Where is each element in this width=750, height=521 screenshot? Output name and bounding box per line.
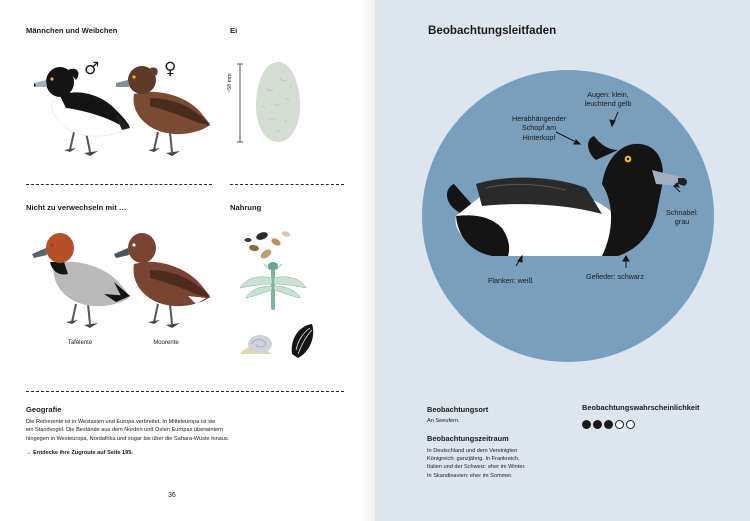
geography-line: hingegen in Westeuropa, Nordafrika und sogar bis über die Sahara-Wüste hinaus. bbox=[26, 435, 230, 442]
annotation-line: leuchtend gelb bbox=[584, 99, 632, 109]
food-illustration bbox=[236, 226, 326, 366]
annotation-schopf bbox=[505, 114, 573, 142]
annotation-line: Augen: klein, bbox=[587, 90, 629, 99]
annotation-line: grau bbox=[674, 217, 690, 227]
migration-route-link[interactable]: → Entdecke ihre Zugroute auf Seite 195. bbox=[26, 450, 133, 456]
gutter-shadow bbox=[360, 0, 375, 521]
divider-right-top bbox=[230, 184, 344, 185]
geography-line: ein Standvogel. Die Bestände aus dem Norden und Osten Europas überwintern bbox=[26, 427, 224, 434]
egg-illustration bbox=[230, 58, 300, 148]
probability-dot-empty bbox=[626, 420, 635, 429]
heading-egg: Ei bbox=[230, 26, 238, 35]
heading-confusion: Nicht zu verwechseln mit … bbox=[26, 203, 127, 212]
observation-period-line: Italien und der Schweiz: eher im Winter. bbox=[427, 464, 526, 471]
geography-line: Die Reiherente ist in Westasien und Europa verbreitet. In Mitteleuropa ist sie bbox=[26, 419, 216, 425]
heading-food: Nahrung bbox=[230, 203, 262, 212]
observation-period-text bbox=[427, 447, 577, 480]
observation-period-line: In Deutschland und dem Vereinigten bbox=[427, 448, 518, 454]
heading-probability: Beobachtungswahrscheinlichkeit bbox=[582, 403, 700, 412]
female-symbol-icon: ♀ bbox=[164, 59, 177, 79]
geography-text bbox=[26, 418, 346, 443]
observation-period-line: In Skandinavien: eher im Sommer. bbox=[427, 472, 513, 479]
heading-observation-period: Beobachtungszeitraum bbox=[427, 434, 509, 443]
moorente-caption: Moorente bbox=[153, 340, 179, 346]
annotation-schnabel bbox=[662, 208, 702, 227]
annotation-gefieder: Gefieder: schwarz bbox=[586, 272, 644, 281]
annotation-line: Herabhängender bbox=[512, 114, 566, 123]
divider-geography bbox=[26, 391, 344, 392]
annotation-line: Schopf am bbox=[521, 123, 557, 133]
heading-observation-place: Beobachtungsort bbox=[427, 405, 489, 414]
heading-geography: Geografie bbox=[26, 405, 62, 414]
probability-dot-filled bbox=[593, 420, 602, 429]
observation-period-line: Königreich: ganzjährig. In Frankreich, bbox=[427, 456, 520, 463]
divider-left-top bbox=[26, 184, 212, 185]
probability-dot-filled bbox=[604, 420, 613, 429]
page-title: Beobachtungsleitfaden bbox=[428, 24, 557, 37]
tafelente-caption: Tafelente bbox=[67, 340, 93, 346]
moorente-illustration bbox=[110, 232, 220, 332]
probability-rating bbox=[582, 420, 635, 429]
dragonfly-larva-icon bbox=[240, 262, 306, 310]
mussel-icon bbox=[292, 324, 314, 358]
probability-dot-empty bbox=[615, 420, 624, 429]
annotation-line: Hinterkopf bbox=[522, 132, 556, 142]
egg-size-label: ~58 mm bbox=[227, 73, 233, 93]
observation-place-text: An Seeufern. bbox=[427, 418, 460, 424]
seeds-icon bbox=[245, 231, 291, 261]
annotation-flanken: Flanken: weiß bbox=[488, 276, 533, 285]
annotation-line: Schnabel: bbox=[666, 208, 698, 217]
heading-sexes: Männchen und Weibchen bbox=[26, 26, 118, 35]
male-symbol-icon: ♂ bbox=[84, 59, 100, 79]
annotation-augen bbox=[573, 90, 643, 109]
probability-dot-filled bbox=[582, 420, 591, 429]
snail-icon bbox=[240, 335, 272, 354]
page-number: 36 bbox=[168, 492, 176, 499]
